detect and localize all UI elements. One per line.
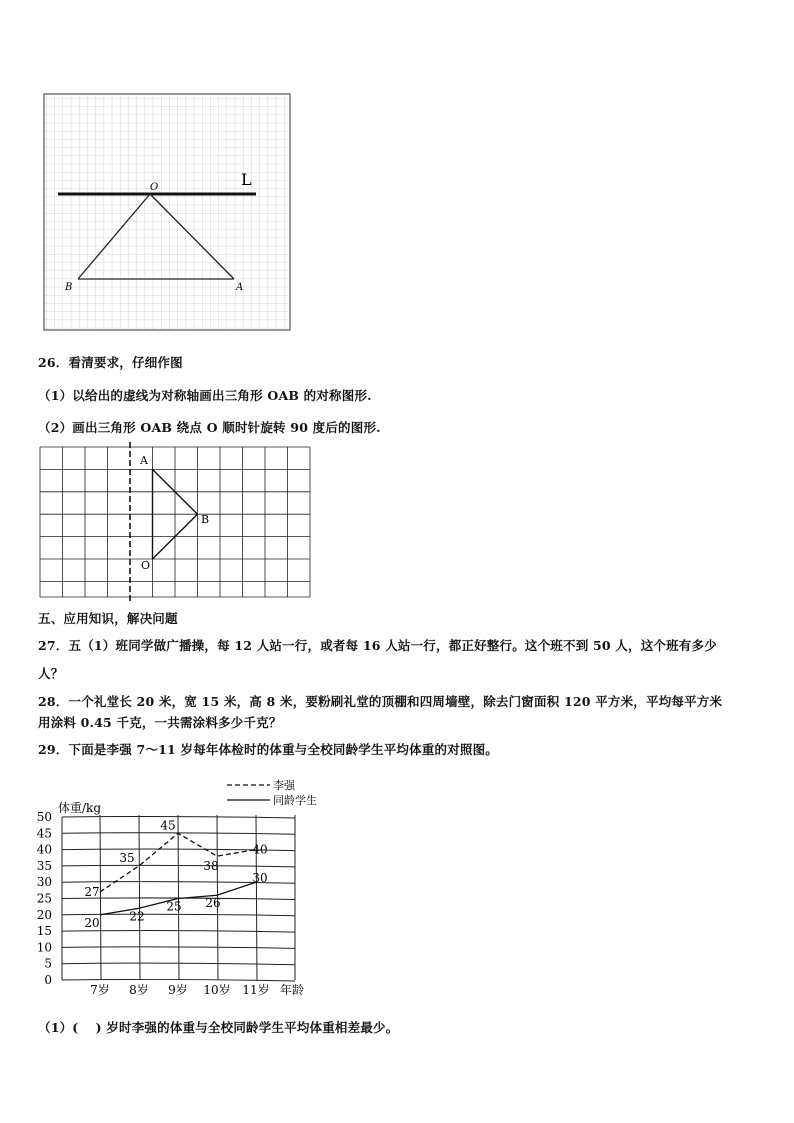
q28-line1: 28．一个礼堂长 20 米，宽 15 米，高 8 米，要粉刷礼堂的顶棚和四周墙壁，除去门窗面积 120 平方米，平均每平方米 [38, 694, 723, 709]
q29-title: 29．下面是李强 7～11 岁每年体检时的体重与全校同龄学生平均体重的对照图。 [38, 742, 498, 757]
x-tick-label: 7岁 [90, 983, 110, 997]
y-tick-label: 30 [36, 875, 52, 890]
y-tick-label: 10 [36, 940, 52, 955]
chart-legend [227, 778, 317, 807]
y-tick-label: 35 [36, 858, 52, 873]
data-label: 25 [166, 899, 182, 914]
y-tick-label: 5 [44, 956, 52, 971]
data-label: 35 [119, 850, 135, 865]
y-tick-label: 0 [44, 973, 52, 987]
point-B-label: B [65, 282, 73, 293]
figure-symmetry-grid [38, 90, 298, 335]
data-label: 27 [84, 884, 100, 899]
data-label: 20 [84, 915, 100, 930]
gridline-v [100, 815, 101, 980]
chart-y-ticks [37, 810, 52, 987]
line-L-label: L [241, 170, 252, 189]
data-label: 45 [160, 818, 176, 833]
point-A-label: A [140, 454, 148, 467]
chart-x-ticks [90, 982, 269, 997]
x-tick-label: 8岁 [129, 983, 149, 997]
weight-comparison-chart [30, 775, 340, 1000]
q26-title: 26．看清要求，仔细作图 [38, 355, 183, 370]
x-axis-label: 年龄 [280, 983, 305, 997]
legend-series-2-label: 同龄学生 [273, 794, 317, 807]
y-tick-label: 20 [36, 907, 52, 922]
q27-line1: 27．五（1）班同学做广播操，每 12 人站一行，或者每 16 人站一行，都正好整行。这个班不到 50 人，这个班有多少 [38, 638, 717, 653]
point-O-label: O [150, 182, 159, 193]
y-tick-label: 25 [36, 891, 52, 906]
point-A-label: A [236, 282, 244, 293]
x-tick-label: 9岁 [168, 983, 188, 997]
grid-lines [40, 447, 310, 597]
data-label: 26 [205, 896, 221, 911]
q26-sub2: （2）画出三角形 OAB 绕点 O 顺时针旋转 90 度后的图形. [38, 420, 381, 435]
q26-sub1: （1）以给出的虚线为对称轴画出三角形 OAB 的对称图形. [38, 388, 372, 403]
q29-sub1: （1）( ) 岁时李强的体重与全校同龄学生平均体重相差最少。 [38, 1020, 399, 1035]
x-tick-label: 11岁 [242, 983, 270, 997]
data-label: 30 [252, 871, 268, 886]
q28-line2: 用涂料 0.45 千克，一共需涂料多少千克？ [38, 715, 282, 730]
data-label: 22 [129, 909, 145, 924]
section-5-title: 五、应用知识，解决问题 [38, 611, 178, 626]
legend-series-1-label: 李强 [273, 779, 295, 792]
data-label: 40 [252, 842, 268, 857]
gridline-v [139, 815, 140, 980]
y-tick-label: 15 [36, 924, 52, 939]
gridline-v [178, 815, 179, 980]
x-tick-label: 10岁 [203, 983, 231, 997]
y-tick-label: 50 [36, 810, 52, 824]
y-axis-label: 体重/kg [58, 801, 101, 815]
q27-line2: 人？ [38, 666, 64, 681]
y-tick-label: 40 [36, 842, 52, 857]
gridline-v [256, 815, 257, 980]
point-B-label: B [201, 513, 210, 526]
figure-rotation-grid [30, 440, 320, 605]
point-O-label: O [141, 559, 151, 572]
data-label: 38 [203, 859, 219, 874]
y-tick-label: 45 [36, 826, 52, 841]
